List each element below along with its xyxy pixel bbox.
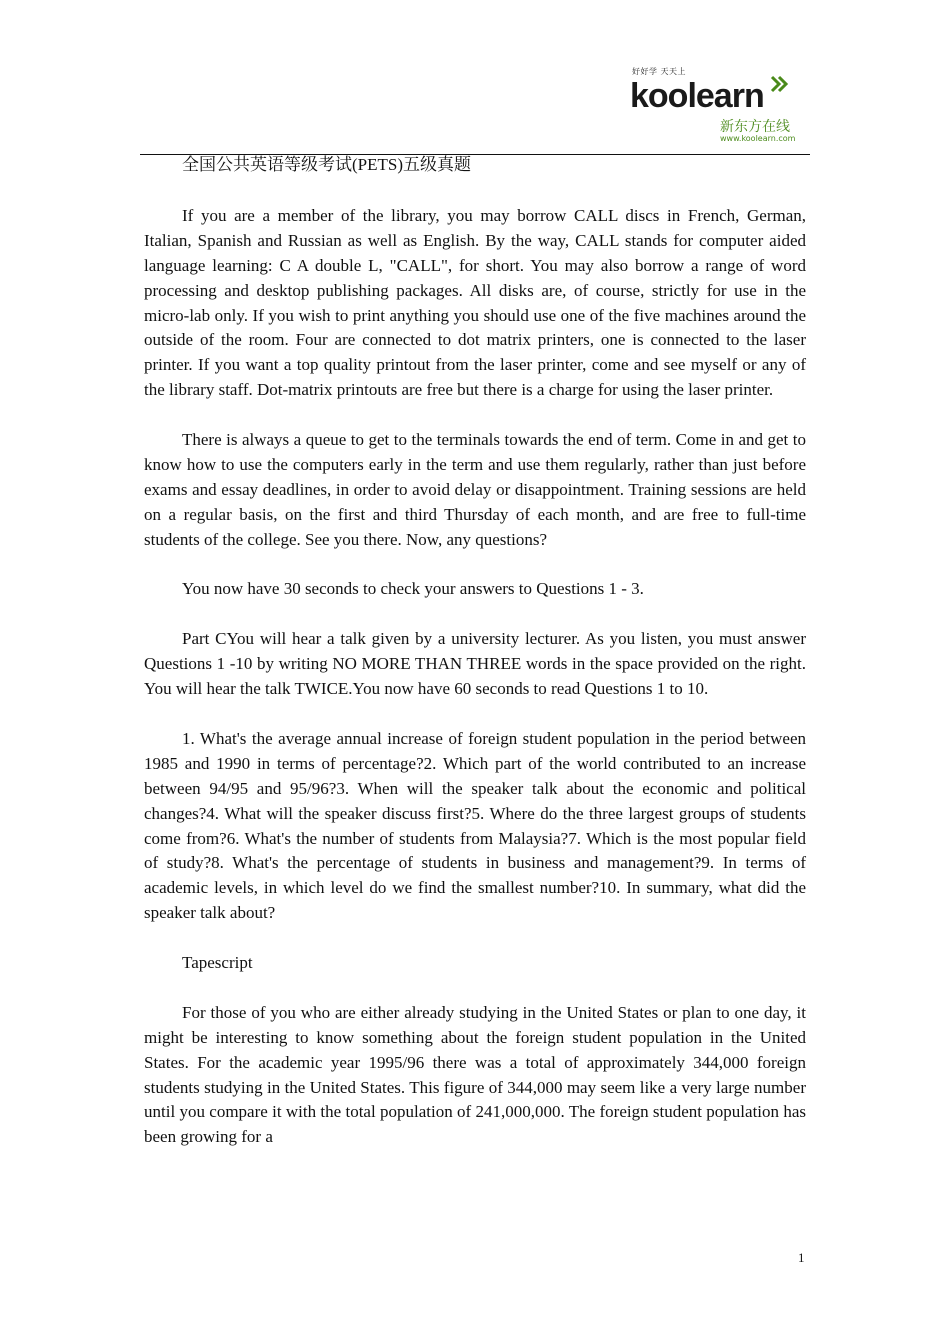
page-number: 1: [798, 1250, 805, 1265]
document-body: [144, 153, 806, 1175]
logo-chinese-name: 新东方在线: [720, 119, 790, 135]
paragraph-check-answers: You now have 30 seconds to check your answers to Questions 1 - 3.: [182, 579, 644, 599]
chevron-right-icon: [770, 74, 790, 94]
paragraph-tapescript: For those of you who are either already studying in the United States or plan to one day, it might be interesting to know something about the foreign student population in the United States. For the academic year 1995/96 there was a total of approximately 344,000 foreign students studying in the United States. This figure of 344,000 may seem like a very large number until you compare it with the total population of 241,000,000. The foreign student population has been growing for a: [144, 1002, 806, 1147]
paragraph-terminals: There is always a queue to get to the terminals towards the end of term. Come in and get to know how to use the computers early in the term and use them regularly, rather than just before exams and essay deadlines, in order to avoid delay or disappointment. Training sessions are held on a regular basis, on the first and third Thursday of each month, and are free to full-time students of the college. See you there. Now, any questions?: [144, 430, 806, 549]
paragraph-library: If you are a member of the library, you may borrow CALL discs in French, German, Italian, Spanish and Russian as well as English. By the way, CALL stands for computer aided language learning: C A double L, "CALL", for short. You may also borrow a range of word processing and desktop publishing packages. All disks are, of course, strictly for use in the micro-lab only. If you wish to print anything you should use one of the five machines around the outside of the room. Four are connected to dot matrix printers, one is connected to the laser printer. If you want a top quality printout from the laser printer, come and see myself or any of the library staff. Dot-matrix printouts are free but there is a charge for using the laser printer.: [144, 205, 806, 400]
logo-url: www.koolearn.com: [720, 134, 796, 143]
logo-brand: koolearn: [630, 77, 764, 115]
koolearn-logo: [630, 66, 800, 148]
paragraph-tapescript-heading: Tapescript: [182, 953, 253, 973]
paragraph-part-c: Part CYou will hear a talk given by a university lecturer. As you listen, you must answer Questions 1 -10 by writing NO MORE THAN THREE words in the space provided on the right. You will hear the talk TWICE.You now have 60 seconds to read Questions 1 to 10.: [144, 629, 806, 699]
page-title: 全国公共英语等级考试(PETS)五级真题: [182, 155, 471, 174]
paragraph-questions: 1. What's the average annual increase of foreign student population in the period between 1985 and 1990 in terms of percentage?2. Which part of the world contributed to an increase between 94/95 and 95/96?3. When will the speaker talk about the economic and political changes?4. What will the speaker discuss first?5. Where do the three largest groups of students come from?6. What's the number of students from Malaysia?7. Which is the most popular field of study?8. What's the percentage of students in business and management?9. In terms of academic levels, in which level do we find the smallest number?10. In summary, what did the speaker talk about?: [144, 728, 806, 923]
logo-tagline: 好好学 天天上: [632, 67, 687, 76]
